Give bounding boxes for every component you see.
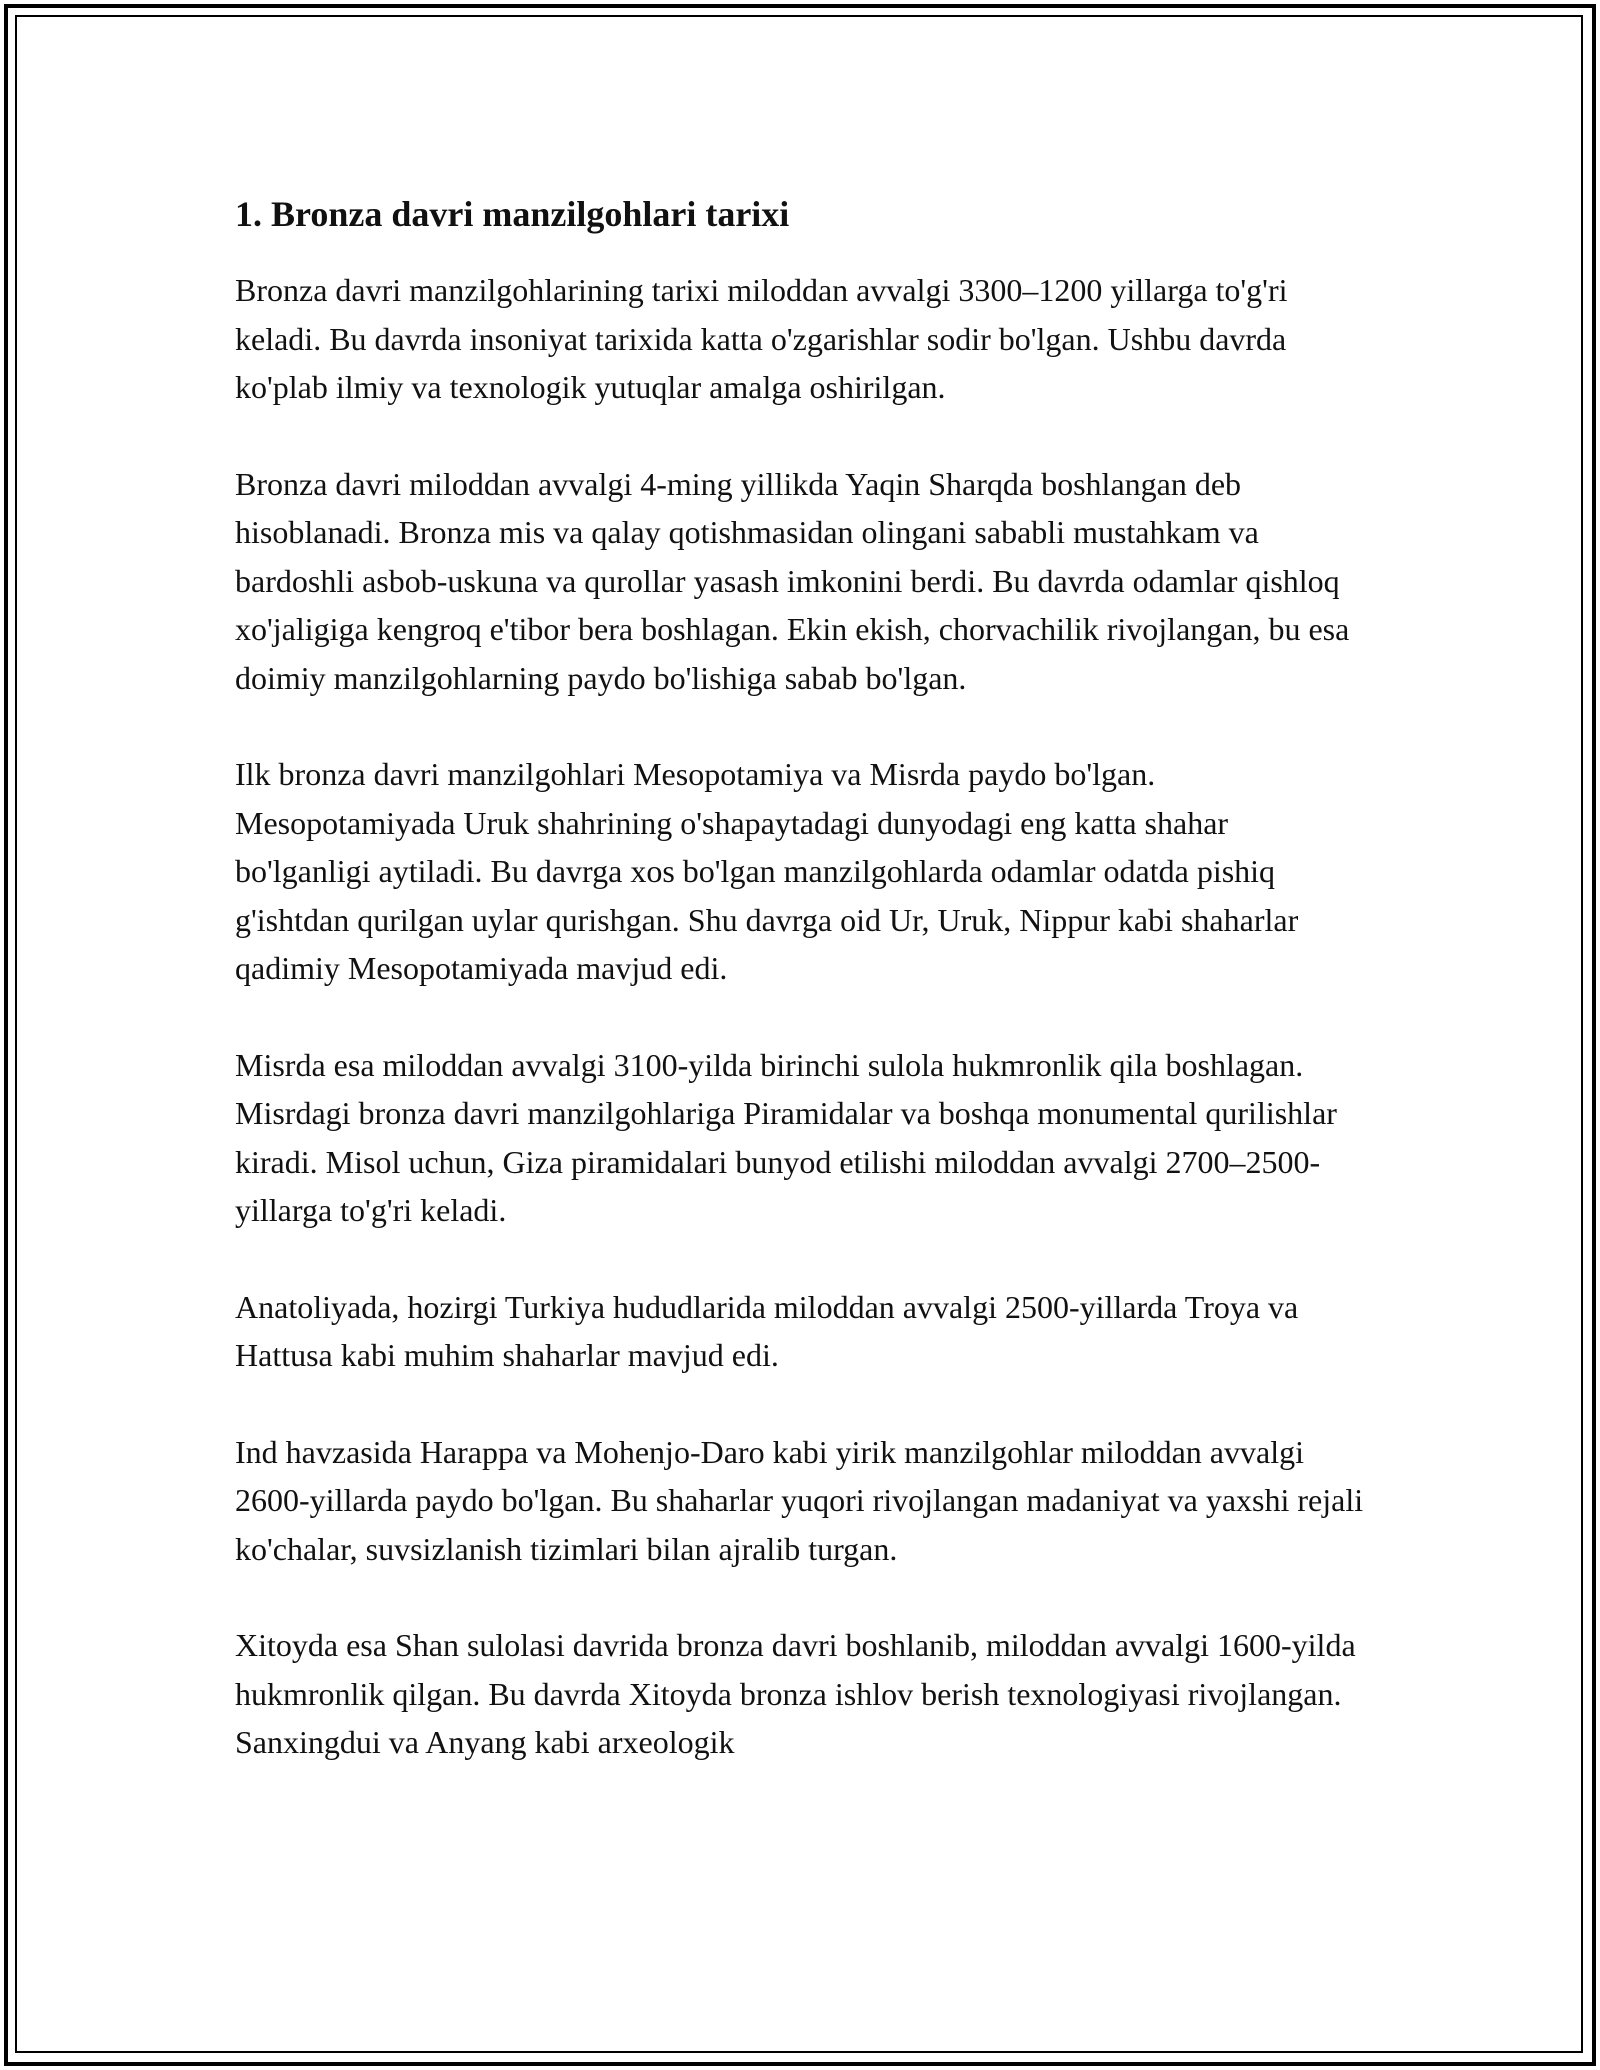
paragraph-3: Ilk bronza davri manzilgohlari Mesopotamiya va Misrda paydo bo'lgan. Mesopotamiyada Uruk shahrining o'shapaytadagi dunyodagi eng katta shahar bo'lganligi aytiladi. Bu davrga xos bo'lgan manzilgohlarda odamlar odatda pishiq g'ishtdan qurilgan uylar qurishgan. Shu davrga oid Ur, Uruk, Nippur kabi shaharlar qadimiy Mesopotamiyada mavjud edi. xyxy=(235,756,1299,986)
paragraph-1: Bronza davri manzilgohlarining tarixi miloddan avvalgi 3300–1200 yillarga to'g'ri keladi. Bu davrda insoniyat tarixida katta o'zgarishlar sodir bo'lgan. Ushbu davrda ko'plab ilmiy va texnologik yutuqlar amalga oshirilgan. xyxy=(235,272,1288,405)
paragraph-4: Misrda esa miloddan avvalgi 3100-yilda birinchi sulola hukmronlik qila boshlagan. Misrdagi bronza davri manzilgohlariga Piramidalar va boshqa monumental qurilishlar kiradi. Misol uchun, Giza piramidalari bunyod etilishi miloddan avvalgi 2700–2500-yillarga to'g'ri keladi. xyxy=(235,1046,1337,1228)
section-title: 1. Bronza davri manzilgohlari tarixi xyxy=(235,194,790,234)
paragraph-6: Ind havzasida Harappa va Mohenjo-Daro kabi yirik manzilgohlar miloddan avvalgi 2600-yillarda paydo bo'lgan. Bu shaharlar yuqori rivojlangan madaniyat va yaxshi rejali ko'chalar, suvsizlanish tizimlari bilan ajralib turgan. xyxy=(235,1433,1364,1567)
paragraph-7: Xitoyda esa Shan sulolasi davrida bronza davri boshlanib, miloddan avvalgi 1600-yilda hukmronlik qilgan. Bu davrda Xitoyda bronza ishlov berish texnologiyasi rivojlangan. Sanxingdui va Anyang kabi arxeologik xyxy=(235,1627,1356,1760)
paragraph-5: Anatoliyada, hozirgi Turkiya hududlarida miloddan avvalgi 2500-yillarda Troya va Hattusa kabi muhim shaharlar mavjud edi. xyxy=(235,1288,1299,1373)
document-body xyxy=(235,190,1365,1815)
paragraph-2: Bronza davri miloddan avvalgi 4-ming yillikda Yaqin Sharqda boshlangan deb hisoblanadi. Bronza mis va qalay qotishmasidan olingani sababli mustahkam va bardoshli asbob-uskuna va qurollar yasash imkonini berdi. Bu davrda odamlar qishloq xo'jaligiga kengroq e'tibor bera boshlagan. Ekin ekish, chorvachilik rivojlangan, bu esa doimiy manzilgohlarning paydo bo'lishiga sabab bo'lgan. xyxy=(235,465,1350,696)
